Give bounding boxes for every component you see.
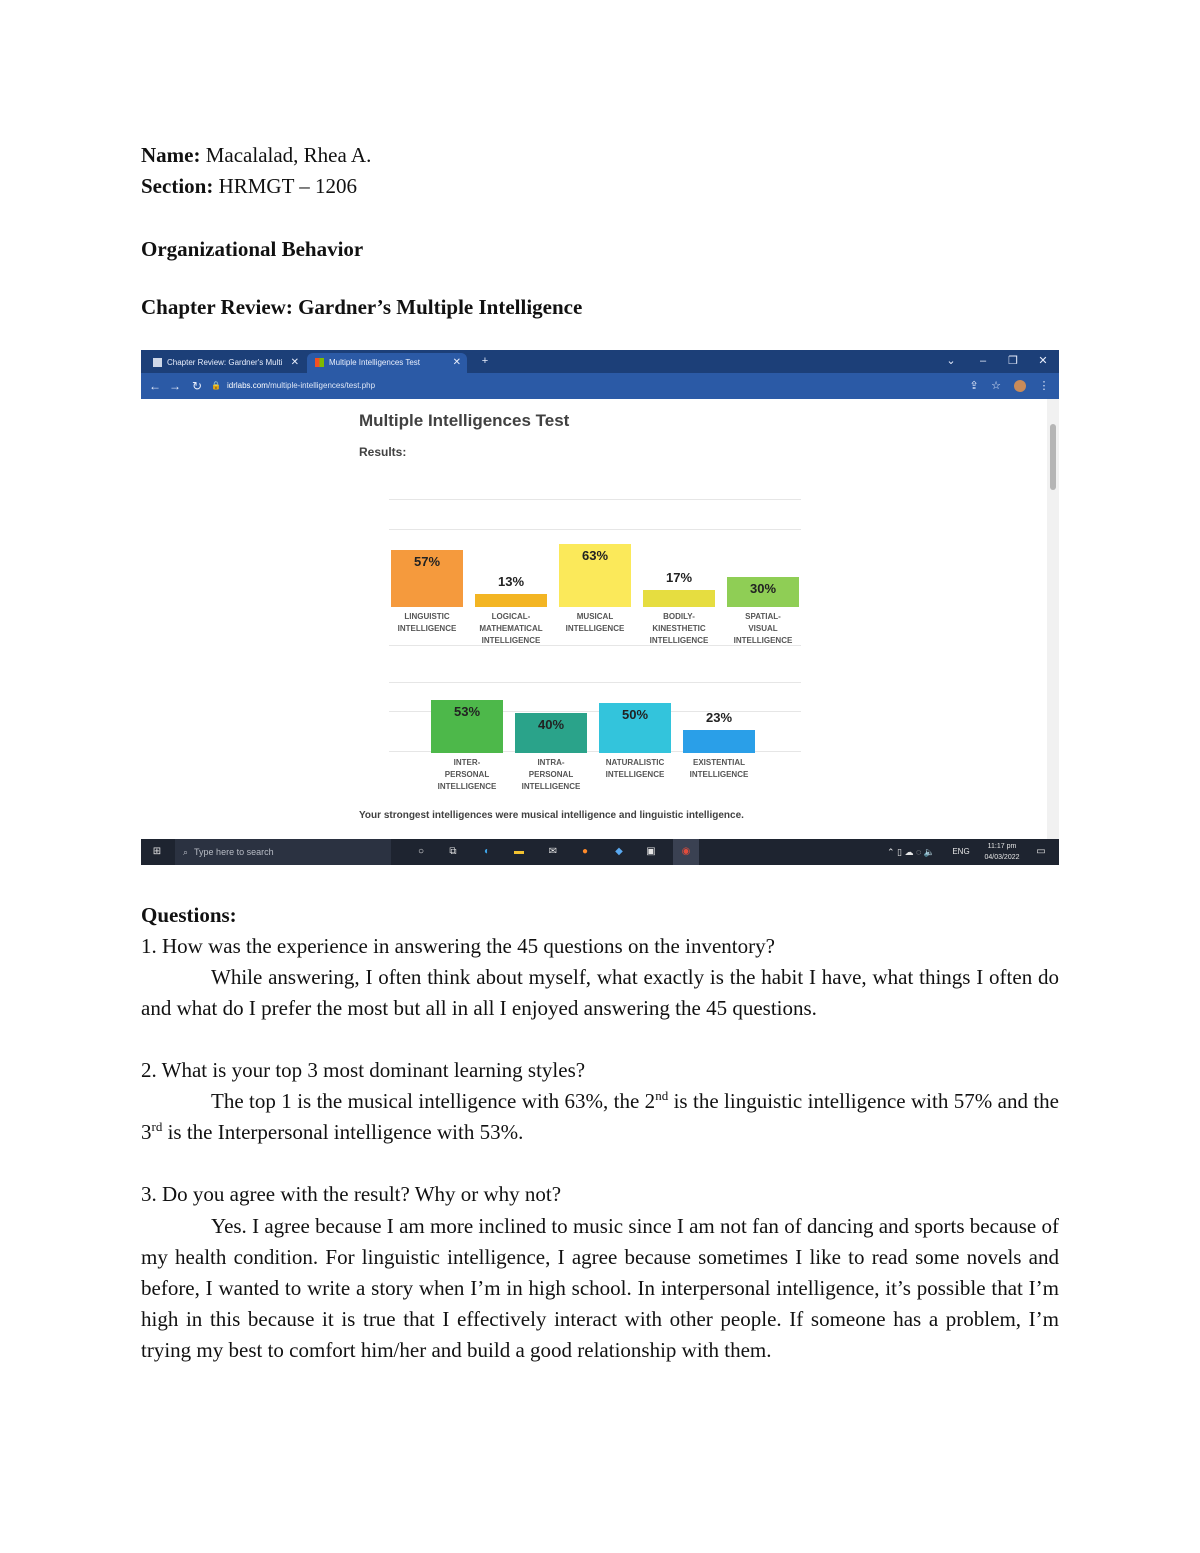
bar-category-label-line: LINGUISTIC <box>404 612 450 621</box>
taskbar-search-input[interactable] <box>175 839 391 865</box>
bar-category-label <box>591 757 679 781</box>
chart-bar <box>683 730 755 753</box>
chart-bar <box>475 594 547 607</box>
share-icon[interactable]: ⇪ <box>969 380 979 392</box>
bar-category-label-line: INTELLIGENCE <box>689 770 749 779</box>
section-line <box>141 173 357 199</box>
name-label: Name: <box>141 143 201 167</box>
cortana-icon[interactable]: ○ <box>417 846 425 857</box>
chrome-icon[interactable]: ◉ <box>673 839 699 865</box>
bar-category-label <box>383 611 471 635</box>
strongest-summary: Your strongest intelligences were musical intelligence and linguistic intelligence. <box>359 810 744 821</box>
question-2: 2. What is your top 3 most dominant learning styles? <box>141 1058 586 1082</box>
url-path: /multiple-intelligences/test.php <box>267 381 376 390</box>
scrollbar[interactable] <box>1047 399 1059 839</box>
system-tray-icons[interactable]: ⌃ ▯ ☁ ◌ 🔈 <box>886 847 936 857</box>
answer-1: While answering, I often think about myself, what exactly is the habit I have, what things I often do and what do I prefer the most but all in all I enjoyed answering the 45 questions. <box>141 965 1059 1020</box>
bar-category-label-line: PERSONAL <box>528 770 574 779</box>
windows-taskbar <box>141 839 1059 865</box>
ordinal-suffix: rd <box>151 1119 163 1134</box>
clock[interactable] <box>977 839 1027 865</box>
edge-icon[interactable]: ◐ <box>483 846 491 857</box>
bar-category-label-line: INTELLIGENCE <box>733 636 793 645</box>
profile-avatar-icon[interactable] <box>1011 373 1029 399</box>
scrollbar-thumb[interactable] <box>1050 424 1056 490</box>
search-placeholder: Type here to search <box>194 847 274 857</box>
bar-value-label: 17% <box>665 570 693 585</box>
chapter-title-text: Chapter Review: Gardner’s Multiple Intelligence <box>141 295 583 319</box>
store-icon[interactable]: ▣ <box>646 846 656 857</box>
bar-category-label-line: INTER- <box>453 758 481 767</box>
bar-value-label: 13% <box>497 574 525 589</box>
bar-category-label-line: VISUAL <box>748 624 778 633</box>
bar-category-label-line: PERSONAL <box>444 770 490 779</box>
answer-2-part-2: is the linguistic intelligence with 57% and the 3 <box>141 1089 1059 1144</box>
tab-chapter-review[interactable] <box>145 353 305 373</box>
answer-2-part-3: is the Interpersonal intelligence with 53%. <box>162 1120 524 1144</box>
bar-value-label: 50% <box>621 707 649 722</box>
bar-category-label-line: NATURALISTIC <box>605 758 665 767</box>
browser-tab-bar <box>141 350 1059 373</box>
restore-icon[interactable]: ❐ <box>1008 355 1018 367</box>
close-window-icon[interactable]: ✕ <box>1038 355 1048 367</box>
gridline <box>389 499 801 500</box>
dropbox-icon[interactable]: ◆ <box>615 846 623 857</box>
tab-label: Chapter Review: Gardner's Multi <box>167 358 283 367</box>
questions-heading: Questions: <box>141 903 237 927</box>
bar-category-label-line: MATHEMATICAL <box>479 624 543 633</box>
address-bar <box>141 373 1059 399</box>
answer-2 <box>141 1086 1059 1148</box>
bookmark-star-icon[interactable]: ☆ <box>991 380 1001 392</box>
bar-value-label: 23% <box>705 710 733 725</box>
bar-category-label <box>675 757 763 781</box>
url-field[interactable] <box>211 377 375 395</box>
bar-value-label: 57% <box>413 554 441 569</box>
bar-category-label-line: MUSICAL <box>576 612 614 621</box>
bar-category-label <box>507 757 595 793</box>
bar-category-label-line: SPATIAL- <box>745 612 781 621</box>
bar-category-label <box>423 757 511 793</box>
question-3: 3. Do you agree with the result? Why or why not? <box>141 1182 562 1206</box>
reload-icon[interactable]: ↻ <box>191 379 203 393</box>
page-content <box>141 399 1059 839</box>
bar-category-label-line: INTELLIGENCE <box>481 636 541 645</box>
firefox-icon[interactable]: ● <box>581 846 589 857</box>
bar-category-label <box>551 611 639 635</box>
bar-category-label <box>635 611 723 647</box>
bar-value-label: 53% <box>453 704 481 719</box>
bar-category-label <box>467 611 555 647</box>
bar-category-label-line: LOGICAL- <box>491 612 531 621</box>
lock-icon: 🔒 <box>211 381 221 390</box>
search-icon: ⌕ <box>183 847 189 857</box>
task-view-icon[interactable]: ⧉ <box>449 846 457 857</box>
new-tab-button[interactable]: + <box>481 355 489 367</box>
bar-category-label-line: EXISTENTIAL <box>692 758 745 767</box>
name-value: Macalalad, Rhea A. <box>200 143 372 167</box>
question-1: 1. How was the experience in answering the 45 questions on the inventory? <box>141 934 775 958</box>
results-label: Results: <box>359 445 407 459</box>
section-value: HRMGT – 1206 <box>213 174 358 198</box>
gridline <box>389 682 801 683</box>
bar-category-label-line: INTELLIGENCE <box>565 624 625 633</box>
chapter-title <box>141 294 582 320</box>
section-label: Section: <box>141 174 214 198</box>
bar-category-label-line: INTELLIGENCE <box>649 636 709 645</box>
tab-multiple-intelligences[interactable] <box>307 353 467 373</box>
mail-icon[interactable]: ✉ <box>548 846 558 857</box>
document-icon <box>153 358 162 367</box>
file-explorer-icon[interactable]: ▬ <box>514 846 524 857</box>
notification-icon[interactable]: ▭ <box>1036 846 1046 857</box>
clock-date: 04/03/2022 <box>984 854 1020 861</box>
bar-value-label: 40% <box>537 717 565 732</box>
course-title-text: Organizational Behavior <box>141 237 364 261</box>
browser-screenshot <box>141 350 1059 865</box>
bar-value-label: 30% <box>749 581 777 596</box>
answer-2-part-1: The top 1 is the musical intelligence with 63%, the 2 <box>211 1089 656 1113</box>
bar-category-label-line: INTRA- <box>537 758 565 767</box>
clock-time: 11:17 pm <box>987 843 1017 850</box>
windows-start-icon[interactable]: ⊞ <box>152 846 162 857</box>
minimize-icon[interactable]: – <box>979 355 987 367</box>
close-icon[interactable]: ✕ <box>290 357 299 368</box>
bar-category-label-line: INTELLIGENCE <box>397 624 457 633</box>
back-icon[interactable]: ← <box>149 379 161 393</box>
url-domain: idrlabs.com <box>226 381 268 390</box>
bar-category-label-line: INTELLIGENCE <box>437 782 497 791</box>
bar-category-label-line: INTELLIGENCE <box>521 782 581 791</box>
chart-bar <box>643 590 715 607</box>
tab-label: Multiple Intelligences Test <box>329 358 421 367</box>
answer-3: Yes. I agree because I am more inclined to music since I am not fan of dancing and sports because of my health condition. For linguistic intelligence, I agree because sometimes I like to read some novels and before, I wanted to write a story when I’m in high school. In interpersonal intelligence, it’s possible that I’m high in this because it is true that I effectively interact with other people. If someone has a problem, I’m trying my best to comfort him/her and build a good relationship with them. <box>141 1214 1059 1362</box>
language-indicator[interactable]: ENG <box>952 847 970 856</box>
bar-category-label-line: KINESTHETIC <box>652 624 706 633</box>
bar-value-label: 63% <box>581 548 609 563</box>
page-title: Multiple Intelligences Test <box>359 411 570 430</box>
ordinal-suffix: nd <box>655 1088 669 1103</box>
tab-search-icon[interactable]: ⌄ <box>946 355 956 367</box>
gridline <box>389 529 801 530</box>
bar-category-label-line: BODILY- <box>663 612 695 621</box>
close-icon[interactable]: ✕ <box>452 357 461 368</box>
bar-category-label <box>719 611 807 647</box>
site-favicon-icon <box>315 358 324 367</box>
menu-kebab-icon[interactable]: ⋮ <box>1038 380 1050 392</box>
course-title <box>141 236 363 262</box>
name-line <box>141 142 371 168</box>
forward-icon[interactable]: → <box>169 379 181 393</box>
bar-category-label-line: INTELLIGENCE <box>605 770 665 779</box>
